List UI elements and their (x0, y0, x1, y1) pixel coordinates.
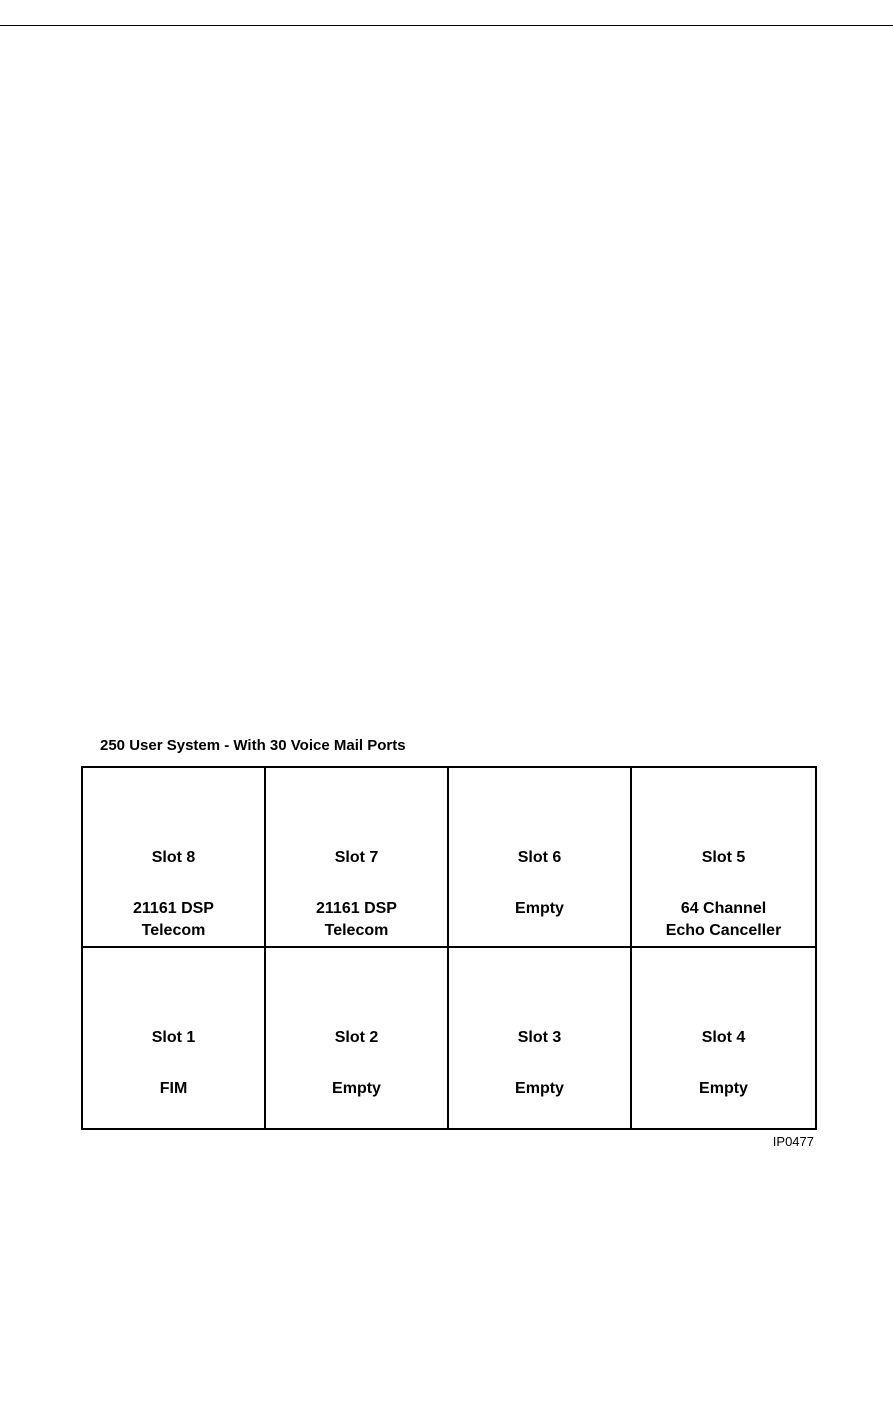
slot-cell-2 (266, 948, 449, 1128)
slot-content-line: Telecom (324, 922, 389, 939)
slot-label: Slot 7 (334, 849, 379, 866)
slot-cell-7 (266, 768, 449, 948)
slot-content (266, 898, 447, 942)
header-rule (0, 25, 893, 26)
slot-label: Slot 8 (151, 849, 196, 866)
slot-label: Slot 5 (701, 849, 746, 866)
slot-cell-4 (632, 948, 815, 1128)
slot-content-line: FIM (159, 1080, 188, 1097)
slot-label: Slot 3 (517, 1029, 562, 1046)
slot-cell-6 (449, 768, 632, 948)
slot-content-line: Empty (515, 900, 564, 917)
slot-label: Slot 2 (334, 1029, 379, 1046)
slot-content (83, 1078, 264, 1100)
slot-label: Slot 6 (517, 849, 562, 866)
slot-content-line: 21161 DSP (133, 900, 214, 917)
slot-label: Slot 4 (701, 1029, 746, 1046)
slot-content (449, 1078, 630, 1100)
slot-label: Slot 1 (151, 1029, 196, 1046)
slot-content-line: Empty (699, 1080, 748, 1097)
slot-content-line: Echo Canceller (665, 922, 782, 939)
slot-cell-8 (83, 768, 266, 948)
slot-content (632, 898, 815, 942)
slot-content (83, 898, 264, 942)
slot-cell-1 (83, 948, 266, 1128)
slot-content (632, 1078, 815, 1100)
slot-content-line: 21161 DSP (316, 900, 397, 917)
slot-content (266, 1078, 447, 1100)
figure-id: IP0477 (772, 1134, 814, 1149)
slot-cell-3 (449, 948, 632, 1128)
slot-cell-5 (632, 768, 815, 948)
figure-title: 250 User System - With 30 Voice Mail Ports (100, 737, 406, 754)
slot-content-line: Empty (332, 1080, 381, 1097)
slot-content-line: 64 Channel (680, 900, 767, 917)
slot-content (449, 898, 630, 920)
slot-content-line: Empty (515, 1080, 564, 1097)
slot-content-line: Telecom (141, 922, 206, 939)
slot-grid (81, 766, 817, 1130)
